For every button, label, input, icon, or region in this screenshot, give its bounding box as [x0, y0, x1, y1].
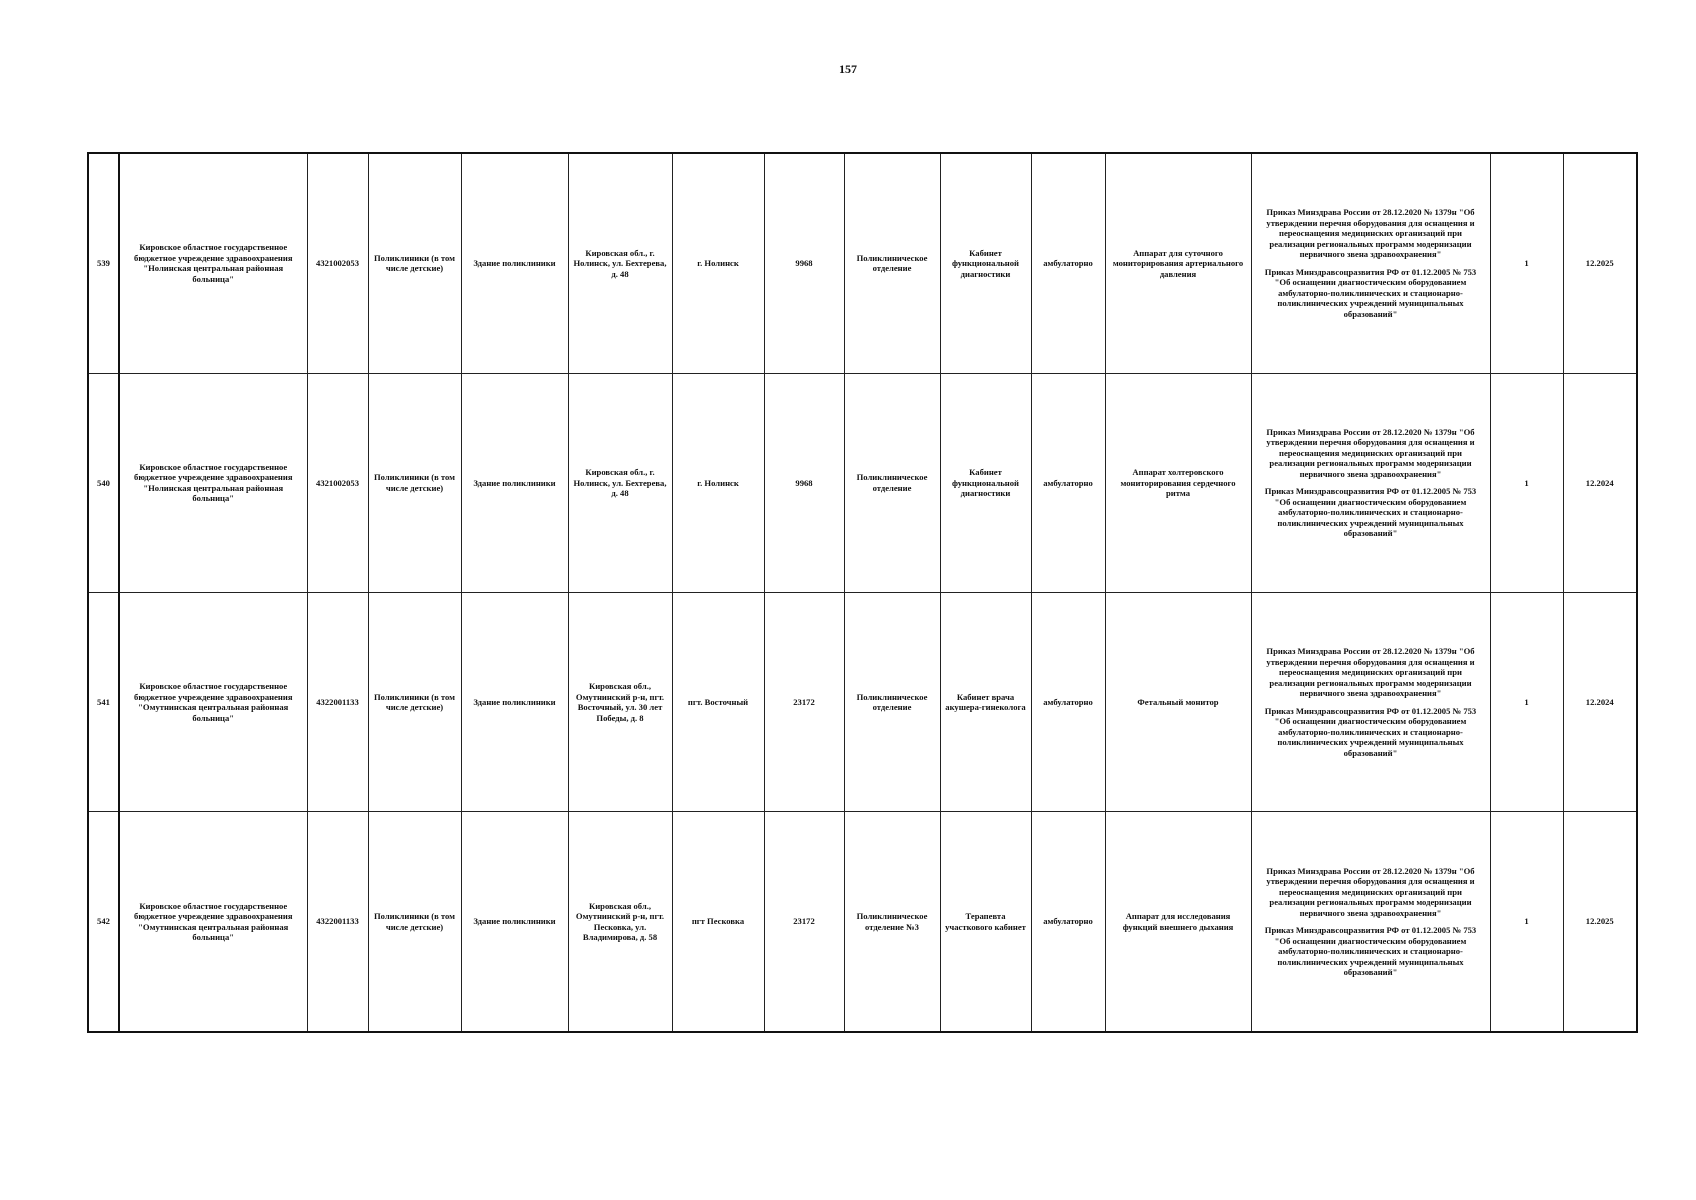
building-cell: Здание поликлиники	[461, 373, 568, 592]
care-form-cell: амбулаторно	[1031, 153, 1105, 373]
date-cell: 12.2024	[1563, 592, 1637, 811]
locality-cell: пгт Песковка	[672, 812, 764, 1032]
facility-type-cell: Поликлиники (в том числе детские)	[368, 373, 461, 592]
building-cell: Здание поликлиники	[461, 153, 568, 373]
population-cell: 23172	[764, 812, 844, 1032]
care-form-cell: амбулаторно	[1031, 812, 1105, 1032]
quantity-cell: 1	[1490, 812, 1563, 1032]
basis-order-753: Приказ Минздравсоцразвития РФ от 01.12.2005 № 753 "Об оснащении диагностическим оборудованием амбулаторно-поликлинических и стационарно-поликлинических учреждений муниципальных образований"	[1264, 486, 1477, 539]
inn-cell: 4322001133	[307, 812, 368, 1032]
population-cell: 9968	[764, 153, 844, 373]
quantity-cell: 1	[1490, 373, 1563, 592]
equipment-cell: Аппарат холтеровского мониторирования сердечного ритма	[1105, 373, 1251, 592]
basis-order-753: Приказ Минздравсоцразвития РФ от 01.12.2005 № 753 "Об оснащении диагностическим оборудованием амбулаторно-поликлинических и стационарно-поликлинических учреждений муниципальных образований"	[1264, 705, 1477, 758]
locality-cell: пгт. Восточный	[672, 592, 764, 811]
address-cell: Кировская обл., г. Нолинск, ул. Бехтерева, д. 48	[568, 153, 672, 373]
basis-cell	[1251, 153, 1490, 373]
row-number-cell: 540	[88, 373, 119, 592]
basis-cell	[1251, 592, 1490, 811]
cabinet-cell: Кабинет врача акушера-гинеколога	[940, 592, 1031, 811]
department-cell: Поликлиническое отделение	[844, 153, 940, 373]
cabinet-cell: Кабинет функциональной диагностики	[940, 373, 1031, 592]
cabinet-cell: Терапевта участкового кабинет	[940, 812, 1031, 1032]
department-cell: Поликлиническое отделение	[844, 592, 940, 811]
organization-cell: Кировское областное государственное бюджетное учреждение здравоохранения "Нолинская центральная районная больница"	[119, 373, 307, 592]
date-cell: 12.2024	[1563, 373, 1637, 592]
building-cell: Здание поликлиники	[461, 592, 568, 811]
table-row	[88, 373, 1637, 592]
page-number: 157	[839, 62, 857, 76]
table-row	[88, 812, 1637, 1032]
building-cell: Здание поликлиники	[461, 812, 568, 1032]
basis-cell	[1251, 812, 1490, 1032]
basis-order-753: Приказ Минздравсоцразвития РФ от 01.12.2005 № 753 "Об оснащении диагностическим оборудованием амбулаторно-поликлинических и стационарно-поликлинических учреждений муниципальных образований"	[1264, 266, 1477, 319]
basis-order-1379n: Приказ Минздрава России от 28.12.2020 № 1379н "Об утверждении перечня оборудования для оснащения и переоснащения медицинских организаций при реализации региональных программ модернизации первичного звена здравоохранения"	[1266, 207, 1475, 260]
department-cell: Поликлиническое отделение №3	[844, 812, 940, 1032]
locality-cell: г. Нолинск	[672, 153, 764, 373]
table-row	[88, 592, 1637, 811]
equipment-cell: Фетальный монитор	[1105, 592, 1251, 811]
facility-type-cell: Поликлиники (в том числе детские)	[368, 812, 461, 1032]
date-cell: 12.2025	[1563, 812, 1637, 1032]
address-cell: Кировская обл., г. Нолинск, ул. Бехтерева, д. 48	[568, 373, 672, 592]
basis-order-753: Приказ Минздравсоцразвития РФ от 01.12.2005 № 753 "Об оснащении диагностическим оборудованием амбулаторно-поликлинических и стационарно-поликлинических учреждений муниципальных образований"	[1264, 925, 1477, 978]
care-form-cell: амбулаторно	[1031, 592, 1105, 811]
inn-cell: 4321002053	[307, 153, 368, 373]
population-cell: 23172	[764, 592, 844, 811]
table-row	[88, 153, 1637, 373]
cabinet-cell: Кабинет функциональной диагностики	[940, 153, 1031, 373]
row-number-cell: 542	[88, 812, 119, 1032]
inn-cell: 4321002053	[307, 373, 368, 592]
organization-cell: Кировское областное государственное бюджетное учреждение здравоохранения "Нолинская центральная районная больница"	[119, 153, 307, 373]
basis-order-1379n: Приказ Минздрава России от 28.12.2020 № 1379н "Об утверждении перечня оборудования для оснащения и переоснащения медицинских организаций при реализации региональных программ модернизации первичного звена здравоохранения"	[1266, 865, 1475, 918]
inn-cell: 4322001133	[307, 592, 368, 811]
address-cell: Кировская обл., Омутнинский р-н, пгт. Песковка, ул. Владимирова, д. 58	[568, 812, 672, 1032]
row-number-cell: 539	[88, 153, 119, 373]
quantity-cell: 1	[1490, 592, 1563, 811]
equipment-registry-table	[87, 152, 1638, 1033]
basis-order-1379n: Приказ Минздрава России от 28.12.2020 № 1379н "Об утверждении перечня оборудования для оснащения и переоснащения медицинских организаций при реализации региональных программ модернизации первичного звена здравоохранения"	[1266, 426, 1475, 479]
organization-cell: Кировское областное государственное бюджетное учреждение здравоохранения "Омутнинская центральная районная больница"	[119, 812, 307, 1032]
equipment-cell: Аппарат для исследования функций внешнего дыхания	[1105, 812, 1251, 1032]
address-cell: Кировская обл., Омутнинский р-н, пгт. Восточный, ул. 30 лет Победы, д. 8	[568, 592, 672, 811]
equipment-cell: Аппарат для суточного мониторирования артериального давления	[1105, 153, 1251, 373]
department-cell: Поликлиническое отделение	[844, 373, 940, 592]
facility-type-cell: Поликлиники (в том числе детские)	[368, 592, 461, 811]
basis-cell	[1251, 373, 1490, 592]
date-cell: 12.2025	[1563, 153, 1637, 373]
facility-type-cell: Поликлиники (в том числе детские)	[368, 153, 461, 373]
locality-cell: г. Нолинск	[672, 373, 764, 592]
row-number-cell: 541	[88, 592, 119, 811]
care-form-cell: амбулаторно	[1031, 373, 1105, 592]
quantity-cell: 1	[1490, 153, 1563, 373]
population-cell: 9968	[764, 373, 844, 592]
organization-cell: Кировское областное государственное бюджетное учреждение здравоохранения "Омутнинская центральная районная больница"	[119, 592, 307, 811]
basis-order-1379n: Приказ Минздрава России от 28.12.2020 № 1379н "Об утверждении перечня оборудования для оснащения и переоснащения медицинских организаций при реализации региональных программ модернизации первичного звена здравоохранения"	[1266, 646, 1475, 699]
